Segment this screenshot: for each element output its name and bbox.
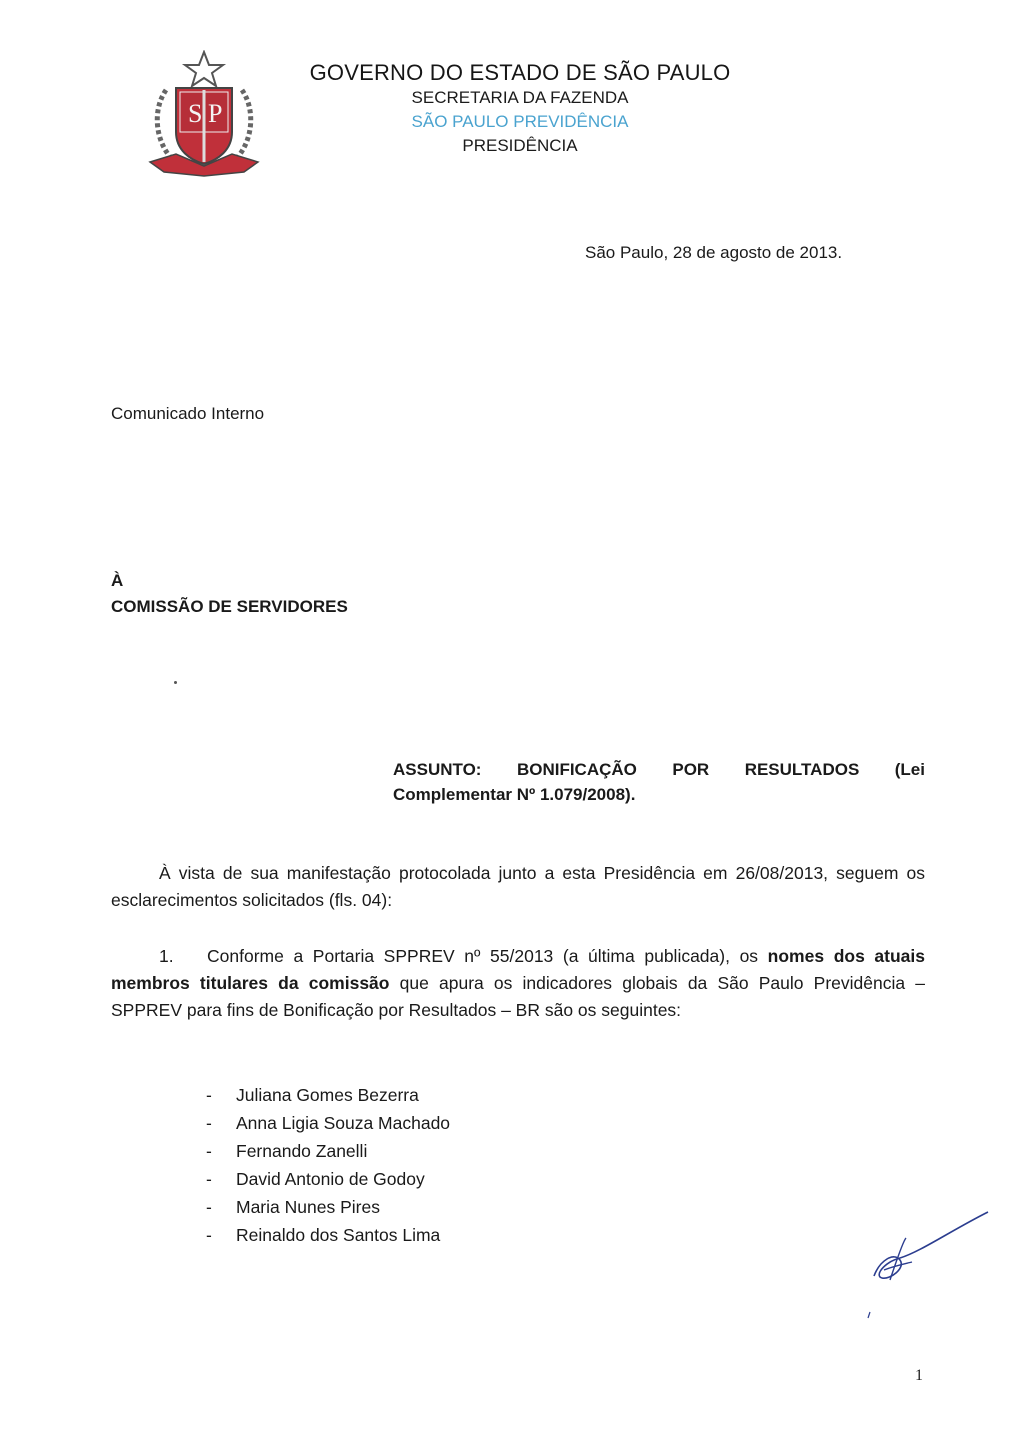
subject-word: ASSUNTO: — [393, 760, 482, 779]
secretariat-name: SECRETARIA DA FAZENDA — [411, 88, 629, 107]
agency-name: SÃO PAULO PREVIDÊNCIA — [411, 112, 629, 131]
member-name: Fernando Zanelli — [236, 1141, 368, 1161]
page-number: 1 — [915, 1367, 923, 1384]
handwritten-initials-signature — [860, 1200, 1000, 1320]
svg-text:S: S — [188, 99, 203, 128]
addressee — [111, 568, 348, 620]
subject-block — [393, 757, 925, 807]
list-marker: - — [206, 1113, 212, 1133]
office-name: PRESIDÊNCIA — [462, 136, 578, 155]
member-name: Maria Nunes Pires — [236, 1197, 380, 1217]
list-marker: - — [206, 1169, 212, 1189]
item-text-bold: nomes dos atuais membros titulares da comissão — [111, 946, 925, 993]
list-item — [206, 1165, 450, 1193]
member-name: Anna Ligia Souza Machado — [236, 1113, 451, 1133]
subject-word: RESULTADOS — [744, 760, 860, 779]
member-name: David Antonio de Godoy — [236, 1169, 425, 1189]
list-item — [206, 1137, 450, 1165]
member-name: Reinaldo dos Santos Lima — [236, 1225, 441, 1245]
letterhead — [240, 60, 800, 158]
subject-word: (Lei — [894, 760, 925, 779]
svg-text:P: P — [208, 99, 223, 128]
government-name: GOVERNO DO ESTADO DE SÃO PAULO — [309, 60, 731, 85]
list-marker: - — [206, 1141, 212, 1161]
addressee-name: COMISSÃO DE SERVIDORES — [111, 597, 348, 616]
subject-word: BONIFICAÇÃO — [516, 760, 637, 779]
addressee-prefix: À — [111, 571, 124, 590]
subject-line-1 — [393, 757, 925, 782]
list-marker: - — [206, 1225, 212, 1245]
intro-paragraph — [111, 860, 925, 914]
item-text-after: que apura os indicadores globais da São Paulo Previdência – SPPREV para fins de Bonificação por Resultados – BR são os seguintes: — [111, 973, 925, 1020]
item-1-paragraph — [111, 943, 925, 1024]
list-marker: - — [206, 1085, 212, 1105]
list-item — [206, 1109, 450, 1137]
scan-speck — [174, 681, 177, 684]
item-text-before: Conforme a Portaria SPPREV nº 55/2013 (a última publicada), os — [207, 946, 768, 966]
members-list — [206, 1081, 450, 1249]
list-marker: - — [206, 1197, 212, 1217]
list-item — [206, 1221, 450, 1249]
list-item — [206, 1081, 450, 1109]
item-number: 1. — [159, 946, 174, 966]
subject-line-2: Complementar Nº 1.079/2008). — [393, 785, 636, 804]
list-item — [206, 1193, 450, 1221]
document-type: Comunicado Interno — [111, 404, 265, 423]
subject-word: POR — [672, 760, 710, 779]
intro-text: À vista de sua manifestação protocolada junto a esta Presidência em 26/08/2013, seguem os esclarecimentos solicitados (fls. 04): — [111, 863, 925, 910]
member-name: Juliana Gomes Bezerra — [236, 1085, 419, 1105]
letter-date: São Paulo, 28 de agosto de 2013. — [585, 243, 843, 262]
